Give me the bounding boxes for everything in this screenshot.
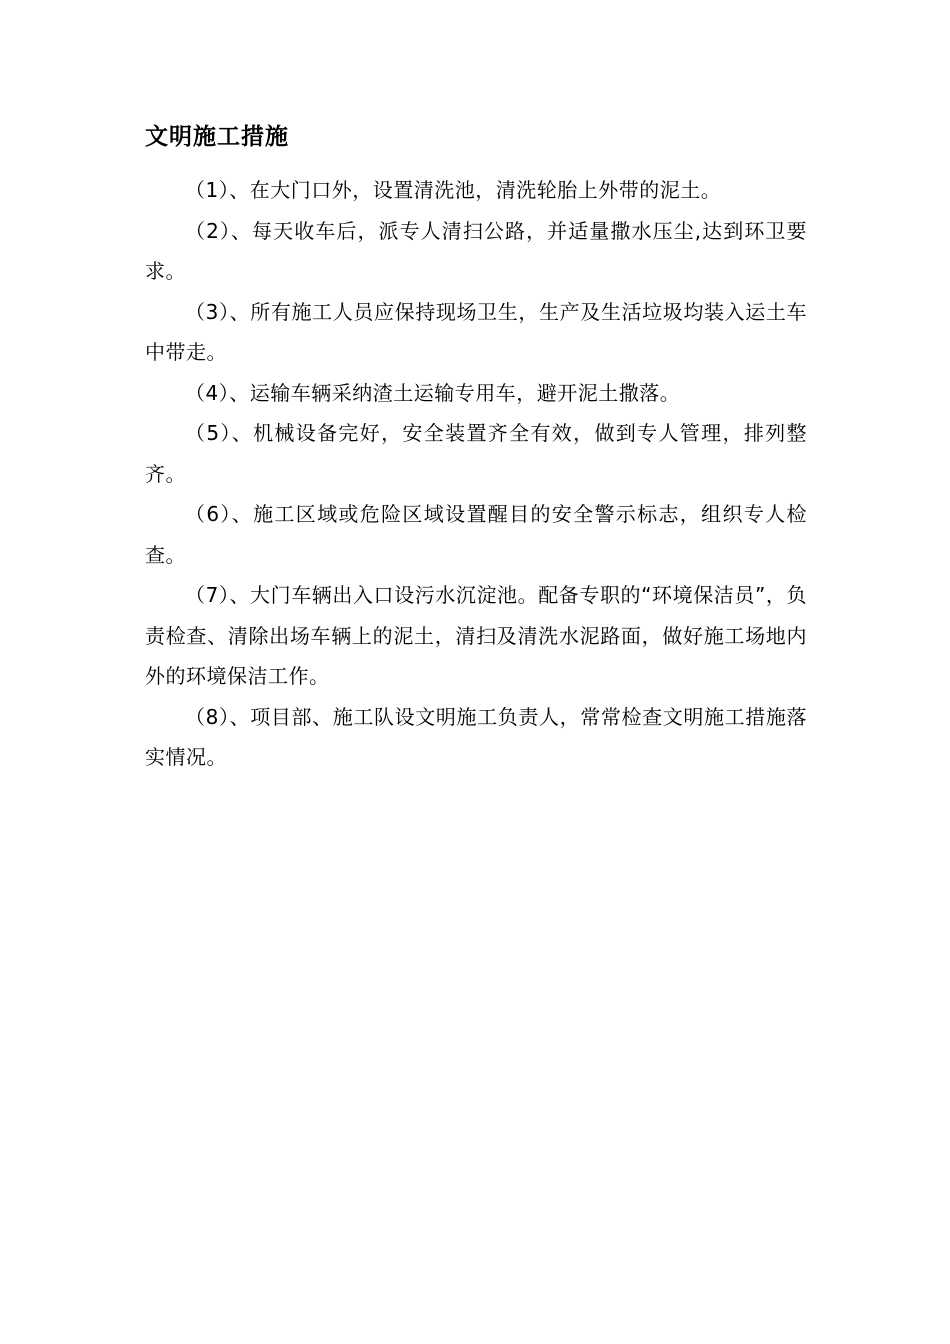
paragraph-2: （2）、每天收车后，派专人清扫公路，并适量撒水压尘,达到环卫要求。: [145, 218, 807, 283]
document-body: [145, 170, 807, 778]
paragraph-6: （6）、施工区域或危险区域设置醒目的安全警示标志，组织专人检查。: [145, 502, 807, 567]
paragraph-7: （7）、大门车辆出入口设污水沉淀池。配备专职的“环境保洁员”，负责检查、清除出场车辆上的泥土，清扫及清洗水泥路面，做好施工场地内外的环境保洁工作。: [145, 583, 807, 688]
paragraph-3: （3）、所有施工人员应保持现场卫生，生产及生活垃圾均装入运土车中带走。: [145, 299, 807, 364]
paragraph-1: （1）、在大门口外，设置清洗池，清洗轮胎上外带的泥土。: [185, 178, 722, 202]
document-title: 文明施工措施: [145, 124, 289, 150]
paragraph-5: （5）、机械设备完好，安全装置齐全有效，做到专人管理，排列整齐。: [145, 421, 807, 486]
paragraph-8: （8）、项目部、施工队设文明施工负责人，常常检查文明施工措施落实情况。: [145, 704, 807, 769]
paragraph-4: （4）、运输车辆采纳渣土运输专用车，避开泥土撒落。: [185, 380, 681, 405]
